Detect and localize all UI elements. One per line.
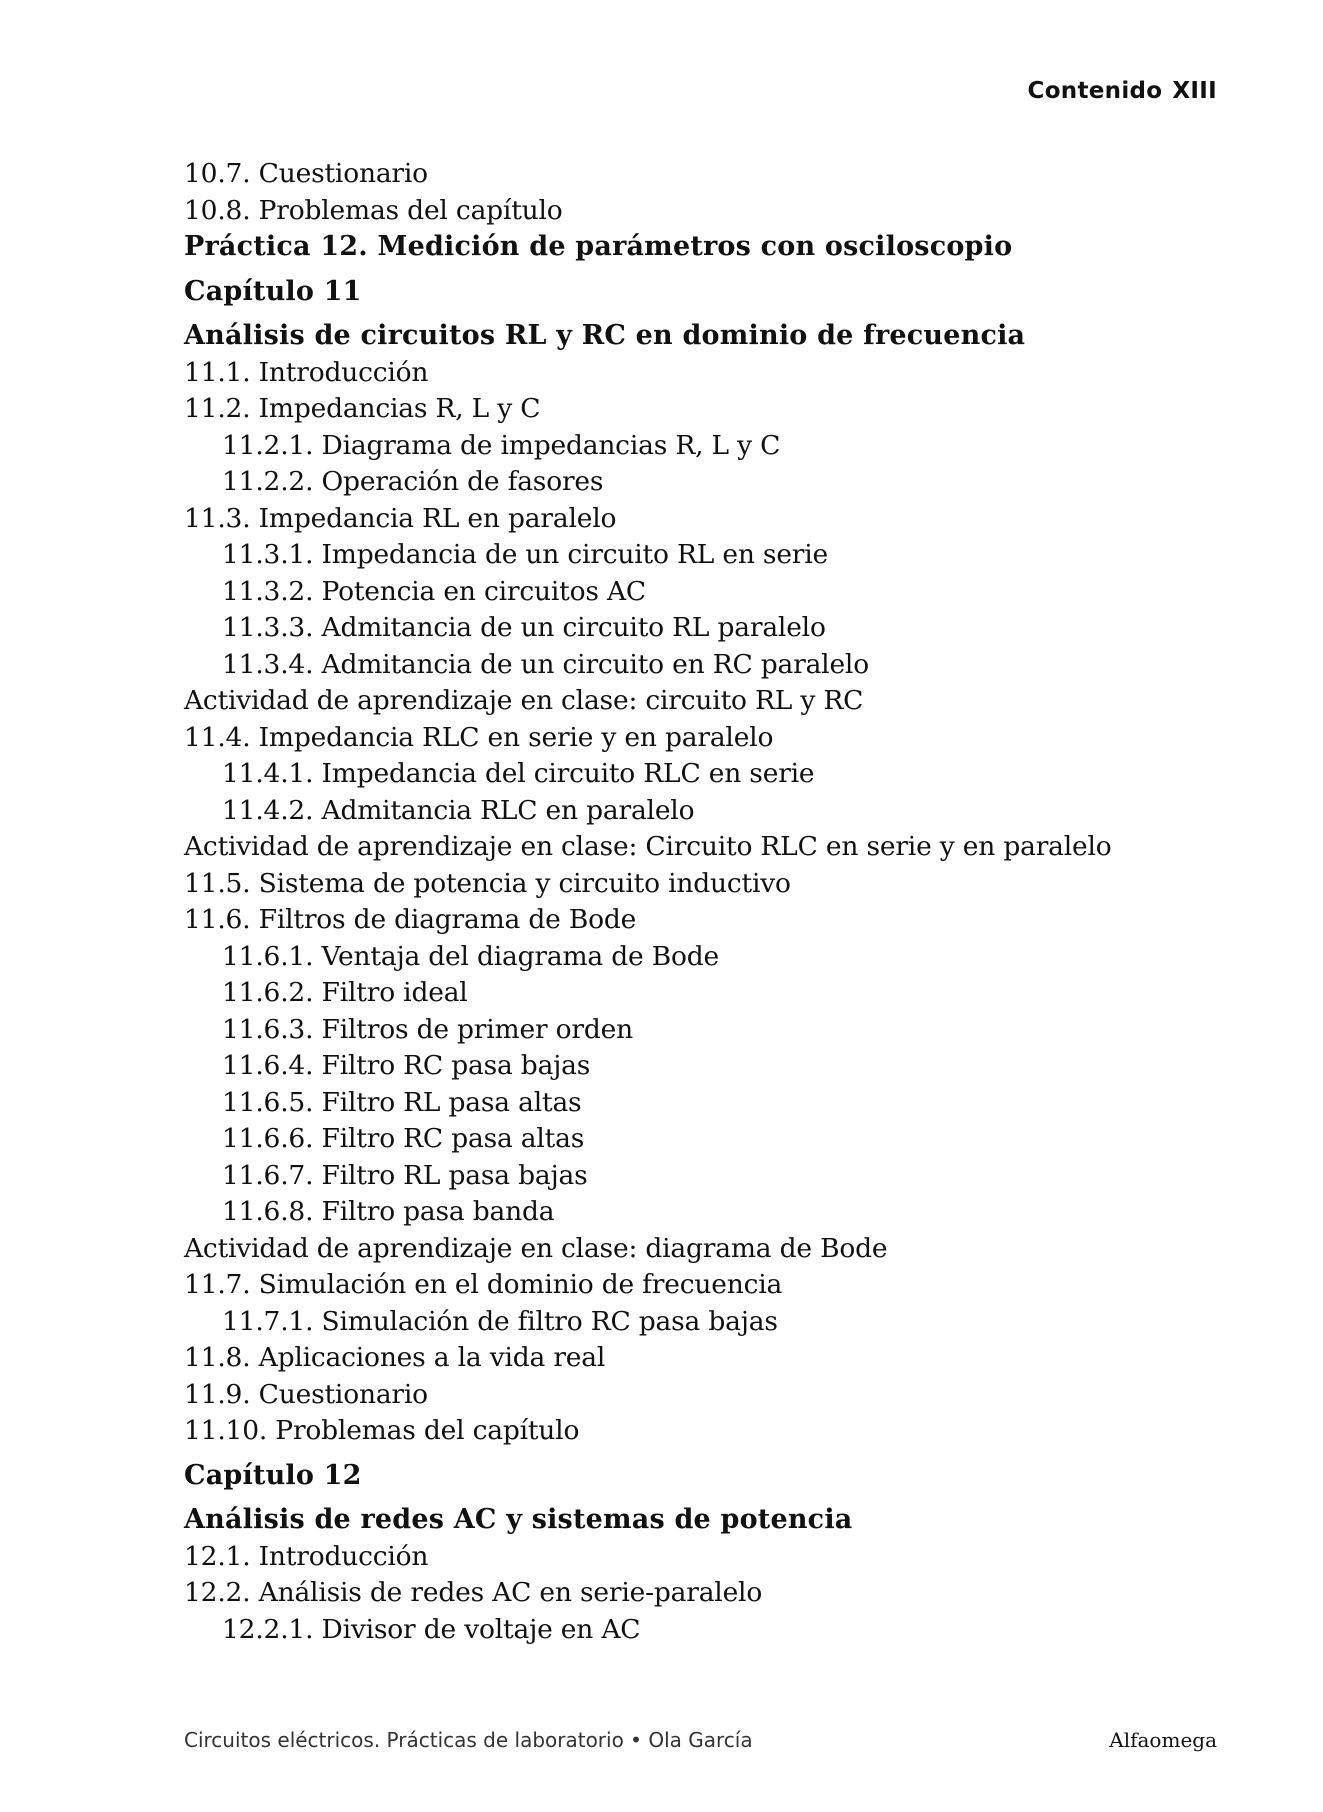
toc-subentry: 11.3.3. Admitancia de un circuito RL paralelo — [222, 612, 826, 643]
running-header — [1028, 78, 1217, 104]
toc-entry: 11.5. Sistema de potencia y circuito inductivo — [184, 867, 791, 899]
toc-entry: Actividad de aprendizaje en clase: diagrama de Bode — [184, 1232, 888, 1264]
toc-entry: 11.6. Filtros de diagrama de Bode — [184, 904, 637, 935]
practice-title: Práctica 12. Medición de parámetros con osciloscopio — [184, 231, 1013, 262]
toc-subentry: 11.6.5. Filtro RL pasa altas — [222, 1086, 582, 1118]
toc-entry: 11.2. Impedancias R, L y C — [184, 393, 541, 424]
chapter-title: Análisis de redes AC y sistemas de potencia — [184, 1504, 853, 1535]
toc-entry: 11.10. Problemas del capítulo — [184, 1415, 580, 1446]
toc-subentry: 11.6.7. Filtro RL pasa bajas — [222, 1159, 588, 1191]
toc-subentry: 11.6.6. Filtro RC pasa altas — [222, 1123, 585, 1154]
toc-entry: 12.2. Análisis de redes AC en serie-paralelo — [184, 1577, 763, 1608]
toc-subentry: 11.7.1. Simulación de filtro RC pasa bajas — [222, 1305, 778, 1337]
toc-entry: 12.1. Introducción — [184, 1540, 429, 1572]
toc-entry: 11.7. Simulación en el dominio de frecuencia — [184, 1269, 783, 1300]
toc-subentry: 11.2.2. Operación de fasores — [222, 466, 604, 497]
book-title: Circuitos eléctricos. Prácticas de laboratorio • Ola García — [184, 1728, 753, 1752]
toc-subentry: 11.4.2. Admitancia RLC en paralelo — [222, 794, 695, 826]
chapter-heading: Capítulo 12 — [184, 1459, 362, 1491]
toc-subentry: 11.6.8. Filtro pasa banda — [222, 1196, 555, 1227]
toc-entry: 11.4. Impedancia RLC en serie y en paralelo — [184, 721, 774, 753]
toc-entry: 10.7. Cuestionario — [184, 158, 428, 189]
toc-entry: Actividad de aprendizaje en clase: Circuito RLC en serie y en paralelo — [184, 831, 1112, 862]
toc-entry: 11.1. Introducción — [184, 356, 429, 388]
toc-subentry: 11.3.4. Admitancia de un circuito en RC paralelo — [222, 648, 869, 680]
chapter-heading: Capítulo 11 — [184, 275, 362, 307]
toc-subentry: 11.6.4. Filtro RC pasa bajas — [222, 1050, 591, 1081]
section-title: Contenido — [1027, 78, 1163, 104]
page-footer — [184, 1728, 1217, 1758]
table-of-contents — [184, 156, 1234, 1648]
page-number: XIII — [1172, 78, 1217, 104]
toc-subentry: 11.3.2. Potencia en circuitos AC — [222, 575, 646, 607]
toc-subentry: 12.2.1. Divisor de voltaje en AC — [222, 1613, 641, 1645]
toc-subentry: 11.6.1. Ventaja del diagrama de Bode — [222, 940, 719, 972]
toc-entry: Actividad de aprendizaje en clase: circuito RL y RC — [184, 685, 864, 716]
toc-subentry: 11.4.1. Impedancia del circuito RLC en serie — [222, 758, 815, 789]
toc-entry: 10.8. Problemas del capítulo — [184, 194, 563, 226]
toc-subentry: 11.6.2. Filtro ideal — [222, 977, 468, 1008]
toc-subentry: 11.3.1. Impedancia de un circuito RL en serie — [222, 539, 829, 570]
toc-entry: 11.8. Aplicaciones a la vida real — [184, 1342, 606, 1373]
toc-subentry: 11.2.1. Diagrama de impedancias R, L y C — [222, 429, 781, 461]
publisher-name: Alfaomega — [1109, 1728, 1217, 1752]
chapter-title: Análisis de circuitos RL y RC en dominio de frecuencia — [184, 320, 1026, 351]
toc-entry: 11.3. Impedancia RL en paralelo — [184, 502, 617, 534]
toc-entry: 11.9. Cuestionario — [184, 1378, 428, 1410]
toc-subentry: 11.6.3. Filtros de primer orden — [222, 1013, 633, 1045]
